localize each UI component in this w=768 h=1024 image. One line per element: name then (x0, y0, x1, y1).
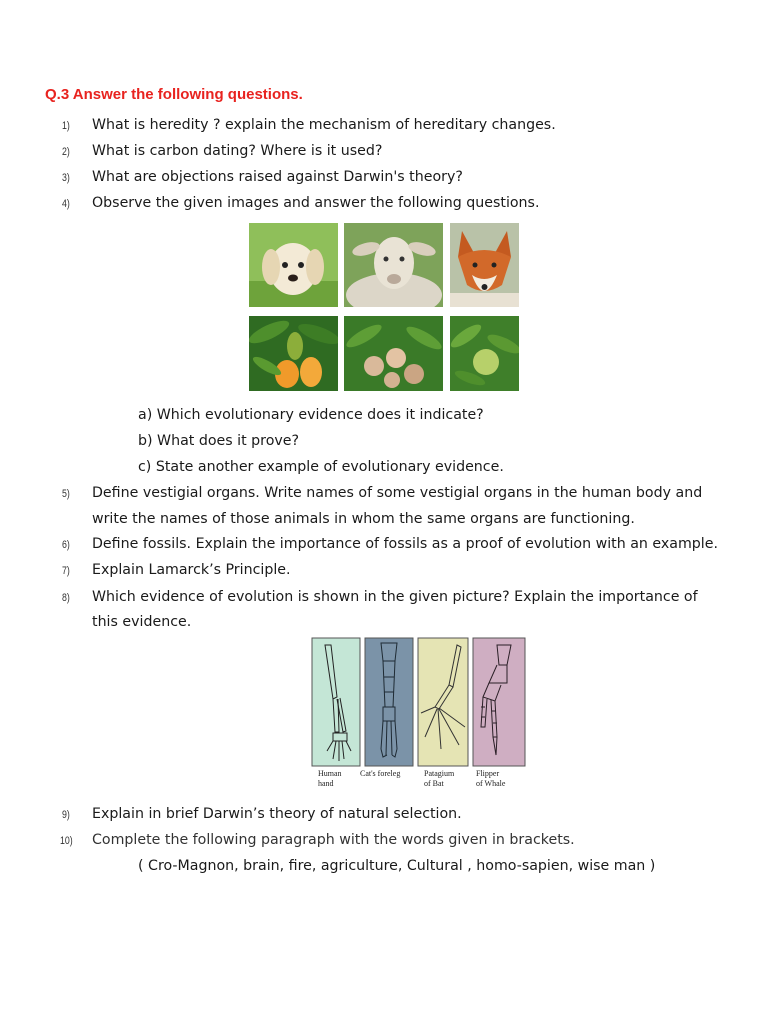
bracket-word-list: ( Cro-Magnon, brain, fire, agriculture, Cultural , homo-sapien, wise man ) (138, 858, 656, 874)
question-number: 8) (62, 592, 70, 604)
question-text: Complete the following paragraph with the words given in brackets. (92, 832, 575, 848)
question-text: write the names of those animals in whom the same organs are functioning. (92, 511, 635, 527)
fruit-photo (450, 316, 519, 391)
question-number: 1) (62, 120, 70, 132)
whale-flipper-panel (473, 638, 525, 766)
question-number: 7) (62, 565, 70, 577)
question-number: 10) (60, 835, 73, 847)
limb-label-bat: Patagium (424, 769, 455, 778)
question-text: Which evidence of evolution is shown in the given picture? Explain the importance of (92, 589, 698, 605)
question-number: 2) (62, 146, 70, 158)
subquestion-b: b) What does it prove? (138, 433, 300, 449)
limb-label-whale-2: of Whale (476, 779, 506, 788)
question-text: What is heredity ? explain the mechanism of hereditary changes. (92, 117, 556, 133)
question-text: Explain in brief Darwin’s theory of natural selection. (92, 806, 462, 822)
fox-photo (450, 223, 519, 307)
question-text: Define fossils. Explain the importance of fossils as a proof of evolution with an example. (92, 536, 718, 552)
subquestion-c: c) State another example of evolutionary evidence. (138, 459, 504, 475)
cat-foreleg-panel (365, 638, 413, 766)
question-number: 4) (62, 198, 70, 210)
question-text: Define vestigial organs. Write names of some vestigial organs in the human body and (92, 485, 703, 501)
question-number: 6) (62, 539, 70, 551)
limb-label-whale: Flipper (476, 769, 500, 778)
question-number: 3) (62, 172, 70, 184)
limb-label-human-2: hand (318, 779, 334, 788)
human-hand-panel (312, 638, 360, 766)
question-number: 9) (62, 809, 70, 821)
limb-label-cat: Cat's foreleg (360, 769, 401, 778)
limb-label-bat-2: of Bat (424, 779, 444, 788)
question-text: Observe the given images and answer the following questions. (92, 195, 540, 211)
question-text: What are objections raised against Darwin's theory? (92, 169, 463, 185)
subquestion-a: a) Which evolutionary evidence does it indicate? (138, 407, 484, 423)
question-text: What is carbon dating? Where is it used? (92, 143, 383, 159)
question-number: 5) (62, 488, 70, 500)
section-heading: Q.3 Answer the following questions. (45, 86, 303, 103)
homologous-limbs-figure (311, 637, 527, 792)
evidence-photo-grid (249, 223, 519, 391)
limb-label-human: Human (318, 769, 342, 778)
sheep-photo (344, 223, 443, 307)
mango-photo (249, 316, 338, 391)
question-text: this evidence. (92, 614, 192, 630)
question-text: Explain Lamarck’s Principle. (92, 562, 291, 578)
sapota-photo (344, 316, 443, 391)
puppy-photo (249, 223, 338, 307)
